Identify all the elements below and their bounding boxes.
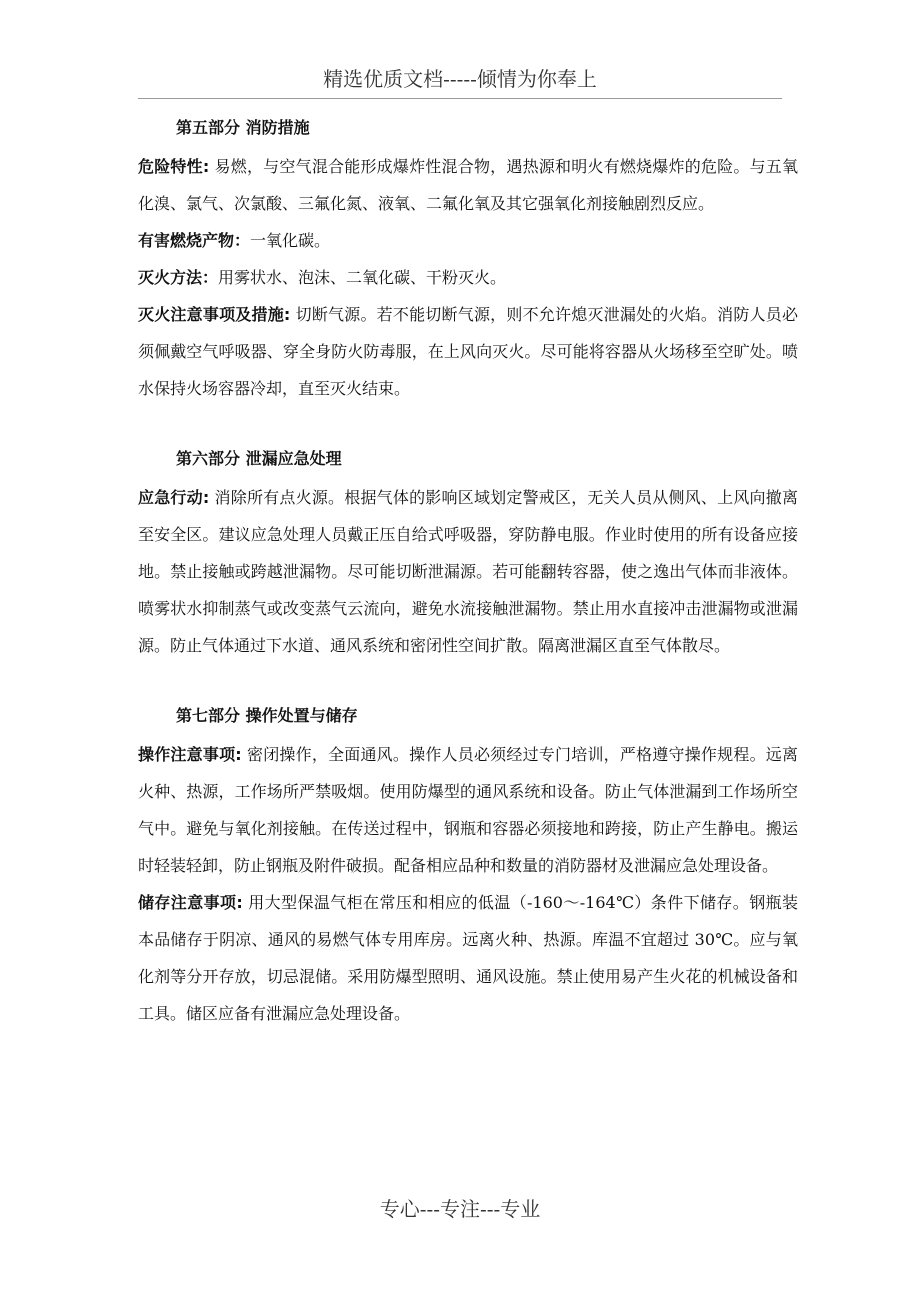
document-body [138,112,798,1032]
section-fire-measures [138,112,798,407]
page-footer: 专心---专注---专业 [379,1197,541,1221]
section-title: 第七部分 操作处置与储存 [176,706,358,725]
paragraph-label: 灭火注意事项及措施: [138,305,291,324]
section-title: 第六部分 泄漏应急处理 [176,449,342,468]
paragraph-storage-precautions [138,884,798,1032]
paragraph-label: 灭火方法： [138,268,219,287]
paragraph-text: 密闭操作，全面通风。操作人员必须经过专门培训，严格遵守操作规程。远离火种、热源，工作场所严禁吸烟。使用防爆型的通风系统和设备。防止气体泄漏到工作场所空气中。避免与氧化剂接触。在传送过程中，钢瓶和容器必须接地和跨接，防止产生静电。搬运时轻装轻卸，防止钢瓶及附件破损。配备相应品种和数量的消防器材及泄漏应急处理设备。 [138,745,798,875]
paragraph-hazard-characteristics [138,148,798,222]
paragraph-text: 用大型保温气柜在常压和相应的低温（-160～-164℃）条件下储存。钢瓶装本品储存于阴凉、通风的易燃气体专用库房。远离火种、热源。库温不宜超过 30℃。应与氧化剂等分开存放，切忌混储。采用防爆型照明、通风设施。禁止使用易产生火花的机械设备和工具。储区应备有泄漏应急处理设备。 [138,893,798,1023]
page-header: 精选优质文档-----倾情为你奉上 [138,62,782,99]
paragraph-label: 有害燃烧产物： [138,231,251,250]
paragraph-label: 应急行动: [138,488,210,507]
section-title: 第五部分 消防措施 [176,118,310,137]
paragraph-text: 消除所有点火源。根据气体的影响区域划定警戒区，无关人员从侧风、上风向撤离至安全区。建议应急处理人员戴正压自给式呼吸器，穿防静电服。作业时使用的所有设备应接地。禁止接触或跨越泄漏物。尽可能切断泄漏源。若可能翻转容器，使之逸出气体而非液体。喷雾状水抑制蒸气或改变蒸气云流向，避免水流接触泄漏物。禁止用水直接冲击泄漏物或泄漏源。防止气体通过下水道、通风系统和密闭性空间扩散。隔离泄漏区直至气体散尽。 [138,488,798,655]
paragraph-extinguishing-precautions [138,296,798,407]
paragraph-emergency-action [138,479,798,664]
section-handling-storage [138,700,798,1032]
paragraph-text: 切断气源。若不能切断气源，则不允许熄灭泄漏处的火焰。消防人员必须佩戴空气呼吸器、穿全身防火防毒服，在上风向灭火。尽可能将容器从火场移至空旷处。喷水保持火场容器冷却，直至灭火结束。 [138,305,798,398]
section-leak-response [138,443,798,664]
paragraph-text: 易燃，与空气混合能形成爆炸性混合物，遇热源和明火有燃烧爆炸的危险。与五氧化溴、氯气、次氯酸、三氟化氮、液氧、二氟化氧及其它强氧化剂接触剧烈反应。 [138,157,798,213]
paragraph-text: 用雾状水、泡沫、二氧化碳、干粉灭火。 [218,268,507,287]
paragraph-text: 一氧化碳。 [250,231,331,250]
paragraph-label: 储存注意事项: [138,893,243,912]
paragraph-extinguishing-method [138,259,798,296]
paragraph-label: 危险特性: [138,157,210,176]
paragraph-combustion-products [138,222,798,259]
paragraph-handling-precautions [138,736,798,884]
paragraph-label: 操作注意事项: [138,745,242,764]
